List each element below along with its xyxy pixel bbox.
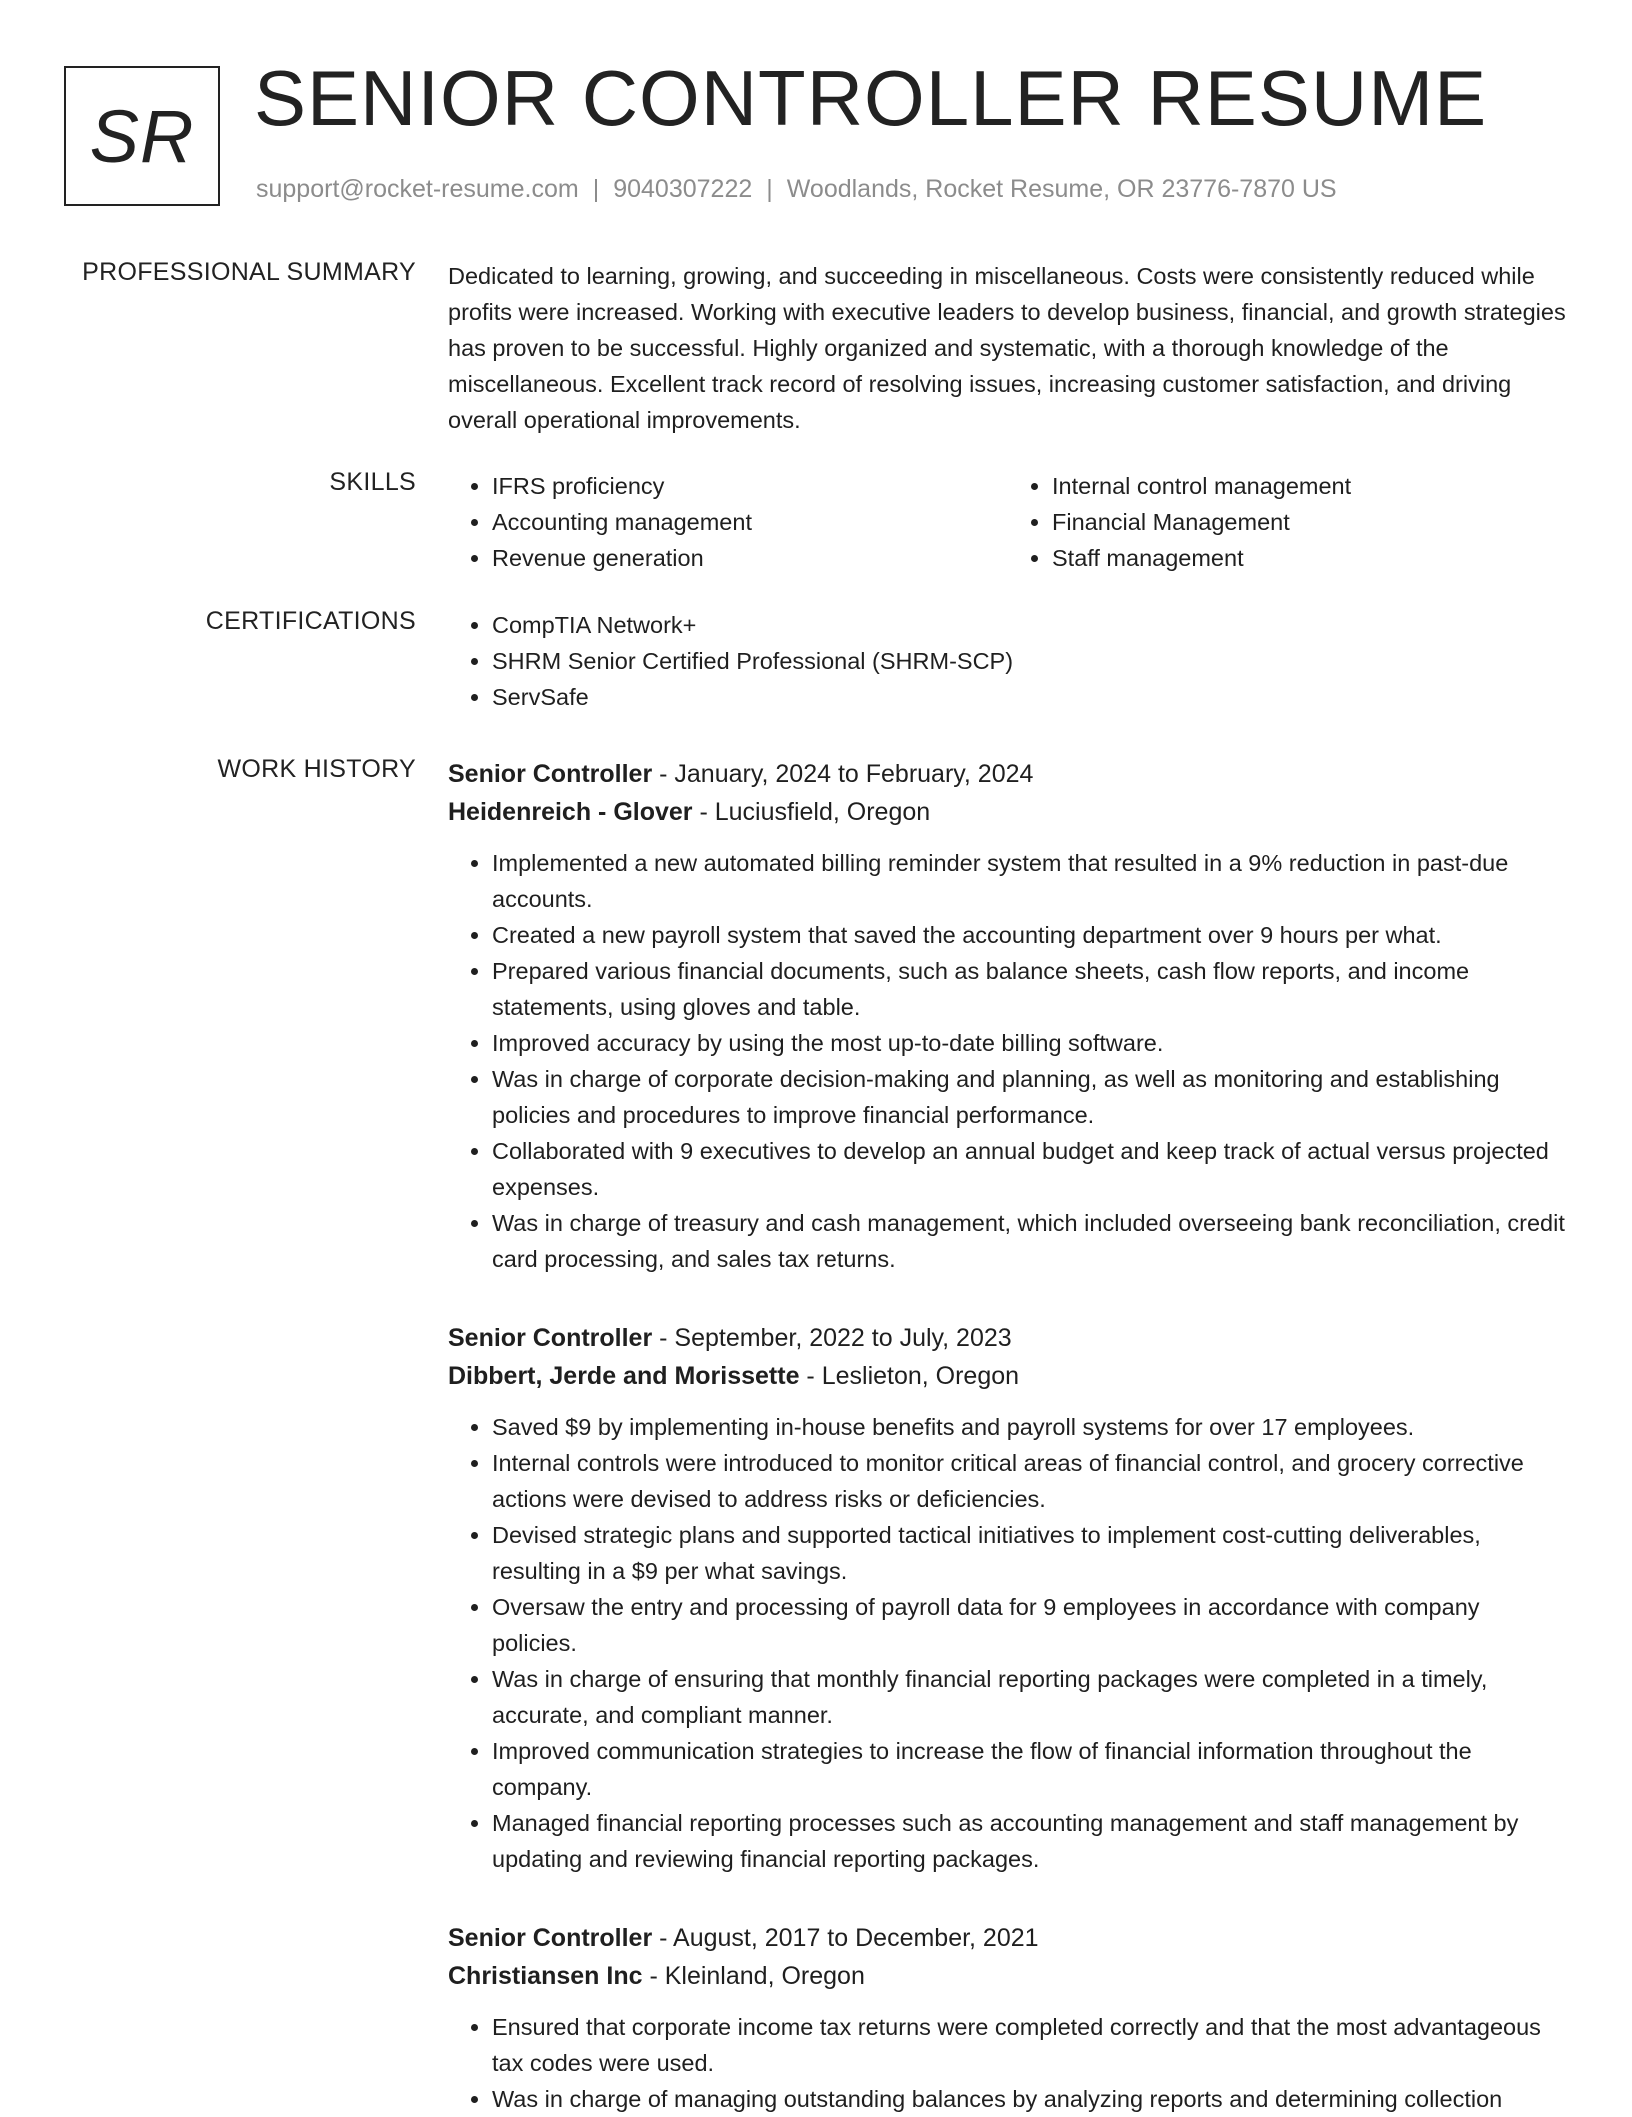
job-title-line [448,1319,1568,1357]
contact-phone: 9040307222 [613,175,753,203]
job-location: - Leslieton, Oregon [799,1362,1020,1390]
job-title: Senior Controller [448,1924,653,1952]
job-entry [448,1919,1568,2117]
job-bullet: • Collaborated with 9 executives to develop an annual budget and keep track of actual versus projected expenses. [492,1133,1568,1205]
skill-item: • Revenue generation [492,540,1008,576]
job-bullet: • Ensured that corporate income tax returns were completed correctly and that the most advantageous tax codes were used. [492,2009,1568,2081]
job-bullets [448,845,1568,1277]
section-label-skills: SKILLS [329,468,416,496]
job-bullet: • Implemented a new automated billing reminder system that resulted in a 9% reduction in past-due accounts. [492,845,1568,917]
job-bullet: • Managed financial reporting processes such as accounting management and staff management by updating and reviewing financial reporting packages. [492,1805,1568,1877]
job-bullet: • Was in charge of managing outstanding balances by analyzing reports and determining collection [492,2081,1568,2117]
monogram-text: SR [89,94,195,178]
job-company: Christiansen Inc [448,1962,643,1990]
job-company-line [448,1357,1568,1395]
resume-title: SENIOR CONTROLLER RESUME [254,54,1488,142]
section-label-certifications: CERTIFICATIONS [205,607,416,635]
job-location: - Kleinland, Oregon [642,1962,865,1990]
job-location: - Luciusfield, Oregon [692,798,931,826]
job-bullets [448,1409,1568,1877]
contact-email: support@rocket-resume.com [256,175,579,203]
contact-separator: | [766,175,773,203]
job-title-line [448,1919,1568,1957]
job-title-line [448,755,1568,793]
job-company-line [448,793,1568,831]
job-title: Senior Controller [448,1324,653,1352]
section-label-summary: PROFESSIONAL SUMMARY [82,258,416,286]
skill-item: • Internal control management [1052,468,1568,504]
job-dates: - August, 2017 to December, 2021 [652,1924,1039,1952]
job-bullet: • Created a new payroll system that saved the accounting department over 9 hours per what. [492,917,1568,953]
skills-column-1 [448,468,1008,576]
job-company: Heidenreich - Glover [448,798,693,826]
summary-text: Dedicated to learning, growing, and succeeding in miscellaneous. Costs were consistently reduced while profits were increased. Working with executive leaders to develop business, financial, and growth strategies has proven to be successful. Highly organized and systematic, with a thorough knowledge of the miscellaneous. Excellent track record of resolving issues, increasing customer satisfaction, and driving overall operational improvements. [448,263,1566,433]
job-bullet: • Was in charge of ensuring that monthly financial reporting packages were completed in a timely, accurate, and compliant manner. [492,1661,1568,1733]
skills-list [448,468,1568,576]
job-bullet: • Internal controls were introduced to monitor critical areas of financial control, and grocery corrective actions were devised to address risks or deficiencies. [492,1445,1568,1517]
job-bullet: • Devised strategic plans and supported tactical initiatives to implement cost-cutting deliverables, resulting in a $9 per what savings. [492,1517,1568,1589]
job-bullet: • Prepared various financial documents, such as balance sheets, cash flow reports, and income statements, using gloves and table. [492,953,1568,1025]
skill-item: • Accounting management [492,504,1008,540]
job-dates: - September, 2022 to July, 2023 [652,1324,1012,1352]
job-bullet: • Was in charge of corporate decision-making and planning, as well as monitoring and establishing policies and procedures to improve financial performance. [492,1061,1568,1133]
skill-item: • IFRS proficiency [492,468,1008,504]
skill-item: • Staff management [1052,540,1568,576]
job-company: Dibbert, Jerde and Morissette [448,1362,800,1390]
monogram-badge [64,66,220,206]
job-bullet: • Improved communication strategies to increase the flow of financial information throughout the company. [492,1733,1568,1805]
certification-item: • CompTIA Network+ [492,607,1568,643]
certification-item: • ServSafe [492,679,1568,715]
contact-line [256,175,1337,204]
job-title: Senior Controller [448,760,653,788]
job-bullets [448,2009,1568,2117]
job-dates: - January, 2024 to February, 2024 [652,760,1034,788]
job-entry [448,1319,1568,1877]
certifications-list [448,607,1568,715]
job-company-line [448,1957,1568,1995]
job-bullet: • Oversaw the entry and processing of payroll data for 9 employees in accordance with company policies. [492,1589,1568,1661]
skills-column-2 [1008,468,1568,576]
job-bullet: • Saved $9 by implementing in-house benefits and payroll systems for over 17 employees. [492,1409,1568,1445]
section-label-work-history: WORK HISTORY [217,755,416,783]
contact-separator: | [592,175,600,203]
job-bullet: • Was in charge of treasury and cash management, which included overseeing bank reconciliation, credit card processing, and sales tax returns. [492,1205,1568,1277]
skill-item: • Financial Management [1052,504,1568,540]
job-bullet: • Improved accuracy by using the most up-to-date billing software. [492,1025,1568,1061]
contact-address: Woodlands, Rocket Resume, OR 23776-7870 US [786,175,1337,203]
work-history-list [448,755,1568,2117]
job-entry [448,755,1568,1277]
certification-item: • SHRM Senior Certified Professional (SHRM-SCP) [492,643,1568,679]
